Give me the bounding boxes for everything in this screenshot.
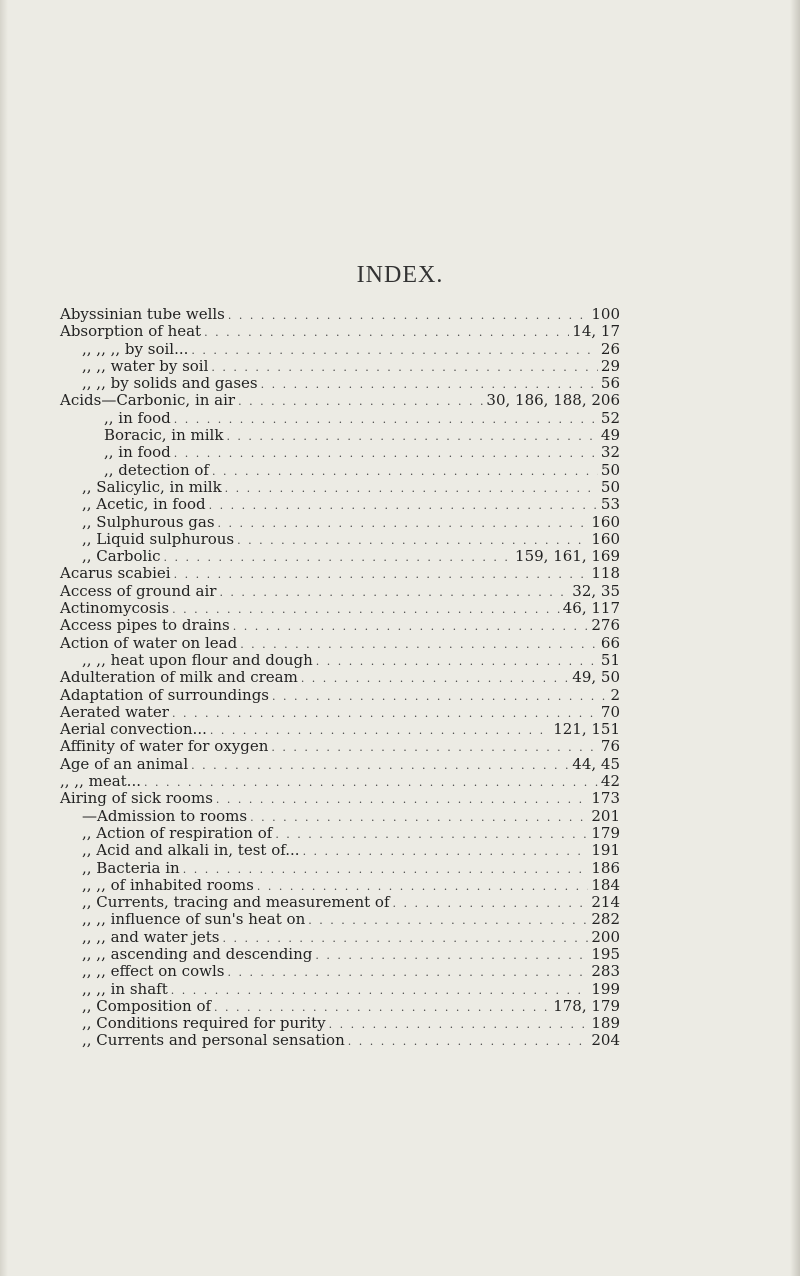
index-entry-text: ,, detection of <box>104 460 209 479</box>
index-entry-text: ,, ,, ascending and descending <box>82 944 313 963</box>
index-entry-pages: 2 <box>610 685 620 704</box>
dot-leader <box>329 1015 589 1033</box>
index-entry <box>60 808 620 825</box>
index-entry-pages: 160 <box>591 529 620 548</box>
index-entry <box>60 1015 620 1032</box>
index-entry-pages: 50 <box>600 460 620 479</box>
index-entry-text: ,, ,, and water jets <box>82 927 220 946</box>
dot-leader <box>174 444 598 462</box>
index-entry-pages: 50 <box>600 477 620 496</box>
index-entry-pages: 44, 45 <box>572 754 620 773</box>
index-entry <box>60 323 620 340</box>
dot-leader <box>303 842 589 860</box>
index-entry-pages: 179 <box>591 823 620 842</box>
index-entry-text: ,, in food <box>104 408 171 427</box>
index-entry-pages: 159, 161, 169 <box>515 547 620 566</box>
index-entry-pages: 178, 179 <box>553 996 620 1015</box>
index-entry-pages: 14, 17 <box>572 322 620 341</box>
dot-leader <box>218 514 589 532</box>
index-entry <box>60 635 620 652</box>
index-entry-pages: 195 <box>591 944 620 963</box>
index-entry <box>60 462 620 479</box>
index-entry-pages: 173 <box>591 789 620 808</box>
index-entry <box>60 773 620 790</box>
index-entry <box>60 738 620 755</box>
dot-leader <box>275 825 588 843</box>
index-entry <box>60 341 620 358</box>
page-title: INDEX. <box>356 262 444 288</box>
index-entry <box>60 756 620 773</box>
dot-leader <box>172 704 598 722</box>
index-entry-pages: 56 <box>600 374 620 393</box>
dot-leader <box>393 894 589 912</box>
index-entry-pages: 30, 186, 188, 206 <box>486 391 620 410</box>
dot-leader <box>227 963 588 981</box>
index-entry <box>60 877 620 894</box>
index-entry-text: ,, Currents and personal sensation <box>82 1031 345 1050</box>
index-entry-text: ,, Bacteria in <box>82 858 180 877</box>
index-entry <box>60 998 620 1015</box>
index-entry-text: ,, Acid and alkali in, test of... <box>82 841 300 860</box>
index-entry-text: ,, Acetic, in food <box>82 495 206 514</box>
index-entry-text: Aerial convection... <box>60 720 207 739</box>
index-entry <box>60 981 620 998</box>
index-entry-text: Age of an animal <box>60 754 189 773</box>
dot-leader <box>271 738 598 756</box>
index-entry <box>60 600 620 617</box>
dot-leader <box>315 946 588 964</box>
dot-leader <box>209 496 598 514</box>
index-entry-text: Affinity of water for oxygen <box>60 737 269 756</box>
index-entry <box>60 444 620 461</box>
dot-leader <box>204 323 569 341</box>
dot-leader <box>174 565 589 583</box>
index-entry-text: Adulteration of milk and cream <box>60 668 298 687</box>
index-entry-text: ,, Currents, tracing and measurement of <box>82 893 390 912</box>
index-entry-pages: 200 <box>591 927 620 946</box>
page-left-edge <box>0 0 8 1276</box>
index-entry <box>60 1032 620 1049</box>
index-entry-text: —Admission to rooms <box>82 806 248 825</box>
index-entry-pages: 121, 151 <box>553 720 620 739</box>
index-entry-text: Aerated water <box>60 702 169 721</box>
index-entry <box>60 306 620 323</box>
index-entry-pages: 283 <box>591 962 620 981</box>
index-entry-text: ,, Carbolic <box>82 547 161 566</box>
index-entry <box>60 929 620 946</box>
index-entry-pages: 184 <box>591 875 620 894</box>
index-entry-pages: 204 <box>591 1031 620 1050</box>
index-entry-text: Abyssinian tube wells <box>60 305 225 323</box>
dot-leader <box>316 652 598 670</box>
index-entry-text: ,, in food <box>104 443 171 462</box>
index-entry-pages: 53 <box>600 495 620 514</box>
index-entry <box>60 565 620 582</box>
index-entry-text: ,, ,, heat upon flour and dough <box>82 650 313 669</box>
index-entry-text: ,, ,, meat... <box>60 772 141 791</box>
index-entry-text: Acids—Carbonic, in air <box>60 391 236 410</box>
index-entry <box>60 375 620 392</box>
dot-leader <box>272 687 607 705</box>
index-entry <box>60 496 620 513</box>
index-entry-text: Adaptation of surroundings <box>60 685 269 704</box>
index-entry <box>60 583 620 600</box>
page-right-edge <box>790 0 800 1276</box>
index-entry-pages: 100 <box>591 305 620 323</box>
index-entry-text: Access of ground air <box>60 581 217 600</box>
index-entry-text: Airing of sick rooms <box>60 789 213 808</box>
index-entry-pages: 32, 35 <box>572 581 620 600</box>
dot-leader <box>301 669 569 687</box>
dot-leader <box>212 462 598 480</box>
index-entry <box>60 358 620 375</box>
index-entry-pages: 201 <box>591 806 620 825</box>
index-entry <box>60 652 620 669</box>
index-entry-pages: 199 <box>591 979 620 998</box>
index-entry <box>60 911 620 928</box>
dot-leader <box>211 358 598 376</box>
index-entry-pages: 66 <box>600 633 620 652</box>
index-entry <box>60 427 620 444</box>
index-entry-pages: 282 <box>591 910 620 929</box>
index-entry-pages: 189 <box>591 1014 620 1033</box>
index-entry <box>60 963 620 980</box>
index-entry-pages: 76 <box>600 737 620 756</box>
index-entry-text: ,, Sulphurous gas <box>82 512 215 531</box>
index-entry <box>60 531 620 548</box>
index-entry-text: Absorption of heat <box>60 322 202 341</box>
index-entry <box>60 410 620 427</box>
index-entry-pages: 32 <box>600 443 620 462</box>
index-entry <box>60 479 620 496</box>
index-entry <box>60 392 620 409</box>
dot-leader <box>191 756 569 774</box>
index-entry-text: ,, ,, influence of sun's heat on <box>82 910 306 929</box>
index-entry-text: Action of water on lead <box>60 633 238 652</box>
index-entry-text: ,, ,, by solids and gases <box>82 374 258 393</box>
index-entry-pages: 49 <box>600 426 620 445</box>
dot-leader <box>233 617 589 635</box>
dot-leader <box>216 790 588 808</box>
index-entry-pages: 186 <box>591 858 620 877</box>
index-entry-pages: 214 <box>591 893 620 912</box>
index-entry-pages: 49, 50 <box>572 668 620 687</box>
index-entry <box>60 860 620 877</box>
index-entry-pages: 46, 117 <box>562 599 620 618</box>
dot-leader <box>308 911 588 929</box>
index-entry-text: Access pipes to drains <box>60 616 230 635</box>
index-list <box>60 306 620 1050</box>
index-entry <box>60 721 620 738</box>
index-entry <box>60 687 620 704</box>
dot-leader <box>250 808 588 826</box>
index-entry <box>60 842 620 859</box>
index-entry <box>60 790 620 807</box>
index-entry-text: ,, ,, water by soil <box>82 356 209 375</box>
index-entry-text: ,, Salicylic, in milk <box>82 477 222 496</box>
dot-leader <box>171 981 589 999</box>
dot-leader <box>228 306 588 324</box>
index-entry-pages: 118 <box>591 564 620 583</box>
index-entry-text: ,, Conditions required for purity <box>82 1014 326 1033</box>
dot-leader <box>238 392 483 410</box>
index-entry <box>60 825 620 842</box>
index-entry-pages: 52 <box>600 408 620 427</box>
dot-leader <box>348 1032 589 1050</box>
index-entry <box>60 669 620 686</box>
index-entry-pages: 70 <box>600 702 620 721</box>
index-entry-pages: 191 <box>591 841 620 860</box>
index-entry-text: ,, Action of respiration of <box>82 823 273 842</box>
index-entry-pages: 160 <box>591 512 620 531</box>
index-entry <box>60 617 620 634</box>
index-entry-text: ,, Liquid sulphurous <box>82 529 235 548</box>
index-entry-text: ,, ,, of inhabited rooms <box>82 875 254 894</box>
index-entry-pages: 42 <box>600 772 620 791</box>
index-entry-pages: 51 <box>600 650 620 669</box>
index-entry-pages: 26 <box>600 339 620 358</box>
dot-leader <box>191 341 598 359</box>
index-entry <box>60 704 620 721</box>
dot-leader <box>172 600 560 618</box>
index-entry <box>60 946 620 963</box>
index-entry-pages: 276 <box>591 616 620 635</box>
dot-leader <box>174 410 598 428</box>
dot-leader <box>164 548 513 566</box>
index-entry <box>60 548 620 565</box>
index-entry-text: Acarus scabiei <box>60 564 171 583</box>
dot-leader <box>219 583 569 601</box>
index-entry <box>60 894 620 911</box>
index-entry-text: ,, ,, ,, by soil... <box>82 339 189 358</box>
dot-leader <box>225 479 598 497</box>
index-entry-text: ,, ,, in shaft <box>82 979 168 998</box>
index-entry-pages: 29 <box>600 356 620 375</box>
index-entry-text: ,, ,, effect on cowls <box>82 962 225 981</box>
index-entry-text: Boracic, in milk <box>104 426 224 445</box>
dot-leader <box>226 427 597 445</box>
index-entry-text: Actinomycosis <box>60 599 170 618</box>
index-entry <box>60 514 620 531</box>
index-entry-text: ,, Composition of <box>82 996 212 1015</box>
